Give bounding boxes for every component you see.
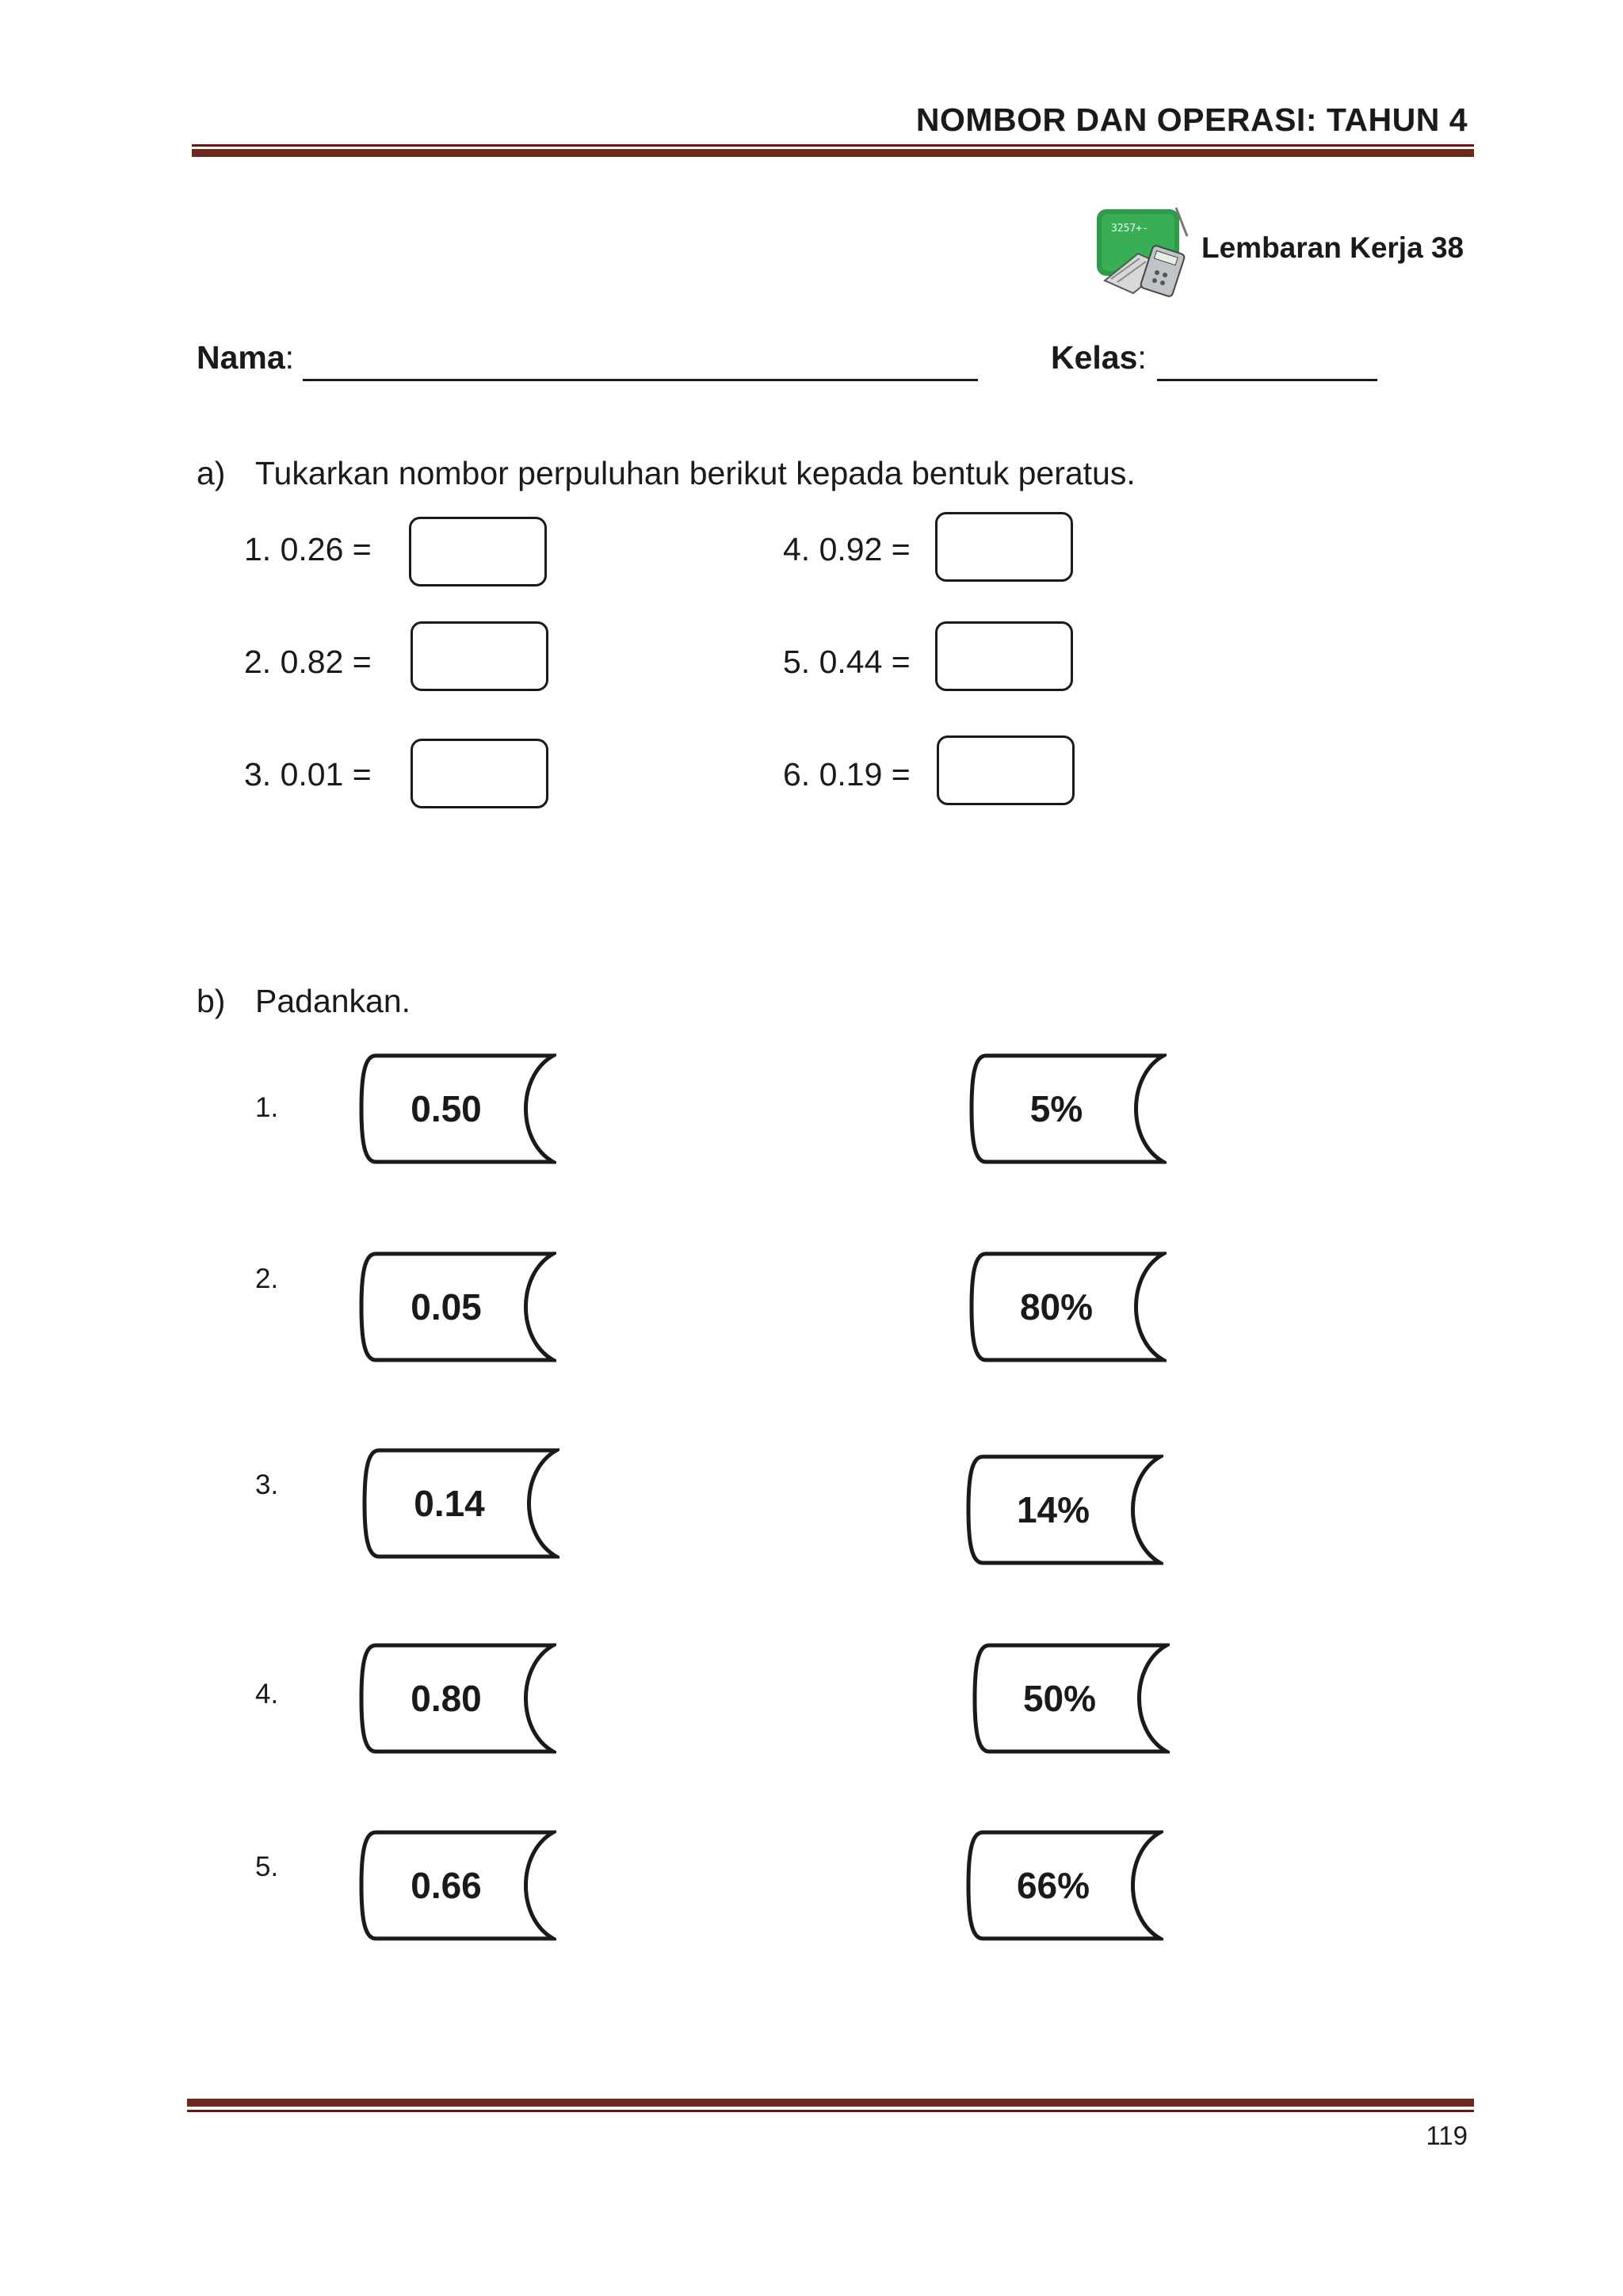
part-b-instruction: Padankan. — [255, 983, 411, 1019]
question-label: 4. 0.92 = — [783, 531, 911, 567]
name-label: Nama: — [197, 339, 295, 376]
percent-tag-4[interactable] — [972, 1642, 1170, 1755]
name-input-line[interactable] — [303, 379, 978, 381]
calculator-chalkboard-icon — [1094, 204, 1193, 298]
decimal-tag-4[interactable] — [358, 1642, 556, 1755]
icon-text: 3257+- — [1111, 223, 1148, 235]
percent-value: 66% — [1016, 1865, 1090, 1906]
decimal-tag-3[interactable] — [361, 1447, 559, 1560]
percent-tag-5[interactable] — [965, 1829, 1163, 1942]
question-label: 6. 0.19 = — [783, 756, 911, 793]
header-rule-thick — [192, 149, 1474, 157]
page-number: 119 — [1426, 2121, 1468, 2150]
question-label: 3. 0.01 = — [244, 756, 372, 793]
header-rule-thin — [192, 144, 1474, 147]
match-number: 5. — [255, 1851, 279, 1882]
answer-box-4[interactable] — [935, 512, 1073, 582]
worksheet-label: Lembaran Kerja 38 — [1201, 231, 1465, 264]
decimal-value: 0.50 — [411, 1088, 482, 1129]
percent-value: 80% — [1019, 1286, 1094, 1328]
part-b-marker: b) — [197, 983, 226, 1019]
percent-value: 14% — [1016, 1489, 1090, 1530]
footer-rule-thick — [187, 2099, 1474, 2107]
decimal-tag-2[interactable] — [358, 1251, 556, 1363]
percent-tag-2[interactable] — [968, 1251, 1167, 1363]
answer-box-5[interactable] — [935, 621, 1073, 691]
answer-box-3[interactable] — [411, 739, 548, 808]
class-label: Kelas: — [1051, 339, 1147, 376]
footer-rule-thin — [187, 2110, 1474, 2112]
header-title: NOMBOR DAN OPERASI: TAHUN 4 — [915, 101, 1468, 138]
decimal-value: 0.14 — [414, 1483, 485, 1524]
percent-value: 50% — [1022, 1678, 1097, 1719]
match-number: 3. — [255, 1469, 279, 1500]
answer-box-1[interactable] — [409, 517, 547, 586]
part-a-marker: a) — [197, 455, 226, 491]
match-number: 4. — [255, 1679, 279, 1710]
decimal-tag-5[interactable] — [358, 1829, 556, 1942]
question-label: 5. 0.44 = — [783, 644, 911, 680]
question-label: 2. 0.82 = — [244, 644, 372, 680]
decimal-tag-1[interactable] — [358, 1052, 556, 1165]
decimal-value: 0.80 — [411, 1678, 482, 1719]
match-number: 2. — [255, 1263, 279, 1294]
decimal-value: 0.66 — [411, 1865, 482, 1906]
class-input-line[interactable] — [1157, 379, 1377, 381]
percent-tag-1[interactable] — [968, 1052, 1167, 1165]
question-label: 1. 0.26 = — [244, 531, 372, 567]
decimal-value: 0.05 — [411, 1286, 482, 1328]
percent-tag-3[interactable] — [965, 1454, 1163, 1566]
match-number: 1. — [255, 1092, 279, 1123]
part-a-instruction: Tukarkan nombor perpuluhan berikut kepada bentuk peratus. — [255, 455, 1136, 491]
answer-box-2[interactable] — [411, 621, 548, 691]
answer-box-6[interactable] — [937, 735, 1075, 805]
percent-value: 5% — [1029, 1088, 1083, 1129]
